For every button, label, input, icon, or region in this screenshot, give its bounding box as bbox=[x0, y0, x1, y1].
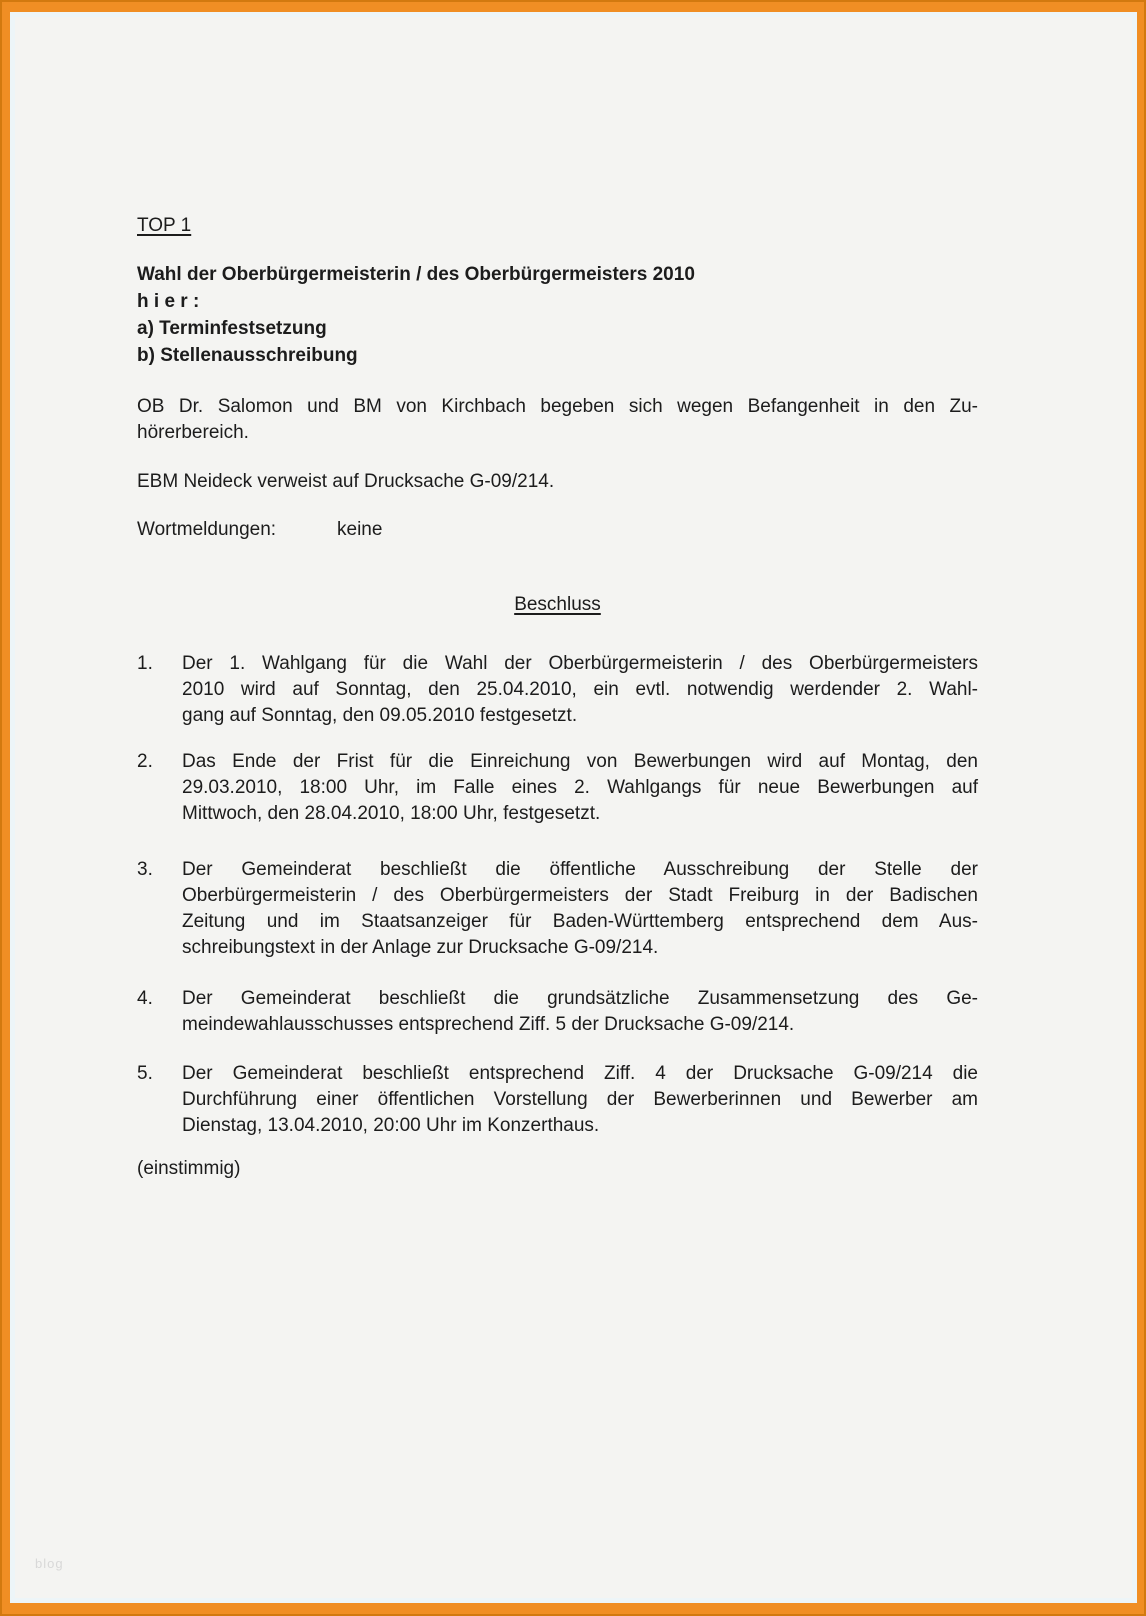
wortmeldungen-label: Wortmeldungen: bbox=[137, 519, 277, 540]
item-number: 2. bbox=[137, 751, 153, 772]
document-page bbox=[10, 12, 1137, 1603]
item-text: Der Gemeinderat beschließt entsprechend Ziff. 4 der Drucksache G-09/214 die Durchführung einer öffentlichen Vorstellung der Bewerberinnen und Bewerber am Dienstag, 13.04.2010, 20:00 Uhr im Konzerthaus. bbox=[182, 1063, 978, 1136]
beschluss-heading: Beschluss bbox=[514, 594, 601, 615]
item-text: Der Gemeinderat beschließt die grundsätzliche Zusammensetzung des Ge- meindewahlausschusses entsprechend Ziff. 5 der Drucksache G-09/214. bbox=[182, 988, 978, 1035]
beschluss-item-3 bbox=[137, 857, 978, 961]
item-text: Der Gemeinderat beschließt die öffentliche Ausschreibung der Stelle der Oberbürgermeisterin / des Oberbürgermeisters der Stadt Freiburg in der Badischen Zeitung und im Staatsanzeiger für Baden-Württemberg entsprechend dem Aus- schreibungstext in der Anlage zur Drucksache G-09/214. bbox=[182, 859, 978, 958]
beschluss-item-5 bbox=[137, 1061, 978, 1139]
beschluss-item-4 bbox=[137, 986, 978, 1038]
item-number: 3. bbox=[137, 859, 153, 880]
agenda-item-label: TOP 1 bbox=[137, 215, 192, 236]
document-body bbox=[137, 213, 978, 1182]
document-title: Wahl der Oberbürgermeisterin / des Oberbürgermeisters 2010 h i e r : a) Terminfestsetzung b) Stellenausschreibung bbox=[137, 264, 695, 366]
item-number: 1. bbox=[137, 653, 153, 674]
item-text: Der 1. Wahlgang für die Wahl der Oberbürgermeisterin / des Oberbürgermeisters 2010 wird auf Sonntag, den 25.04.2010, ein evtl. notwendig werdender 2. Wahl- gang auf Sonntag, den 09.05.2010 festgesetzt. bbox=[182, 653, 978, 726]
item-number: 5. bbox=[137, 1063, 153, 1084]
vote-result: (einstimmig) bbox=[137, 1158, 241, 1179]
item-text: Das Ende der Frist für die Einreichung von Bewerbungen wird auf Montag, den 29.03.2010, 18:00 Uhr, im Falle eines 2. Wahlgangs für neue Bewerbungen auf Mittwoch, den 28.04.2010, 18:00 Uhr, festgesetzt. bbox=[182, 751, 978, 824]
beschluss-item-1 bbox=[137, 651, 978, 729]
item-number: 4. bbox=[137, 988, 153, 1009]
paragraph-befangenheit: OB Dr. Salomon und BM von Kirchbach begeben sich wegen Befangenheit in den Zu- hörerbereich. bbox=[137, 396, 978, 443]
wortmeldungen-row bbox=[137, 517, 978, 543]
wortmeldungen-value: keine bbox=[337, 519, 383, 540]
paragraph-ebm-neideck: EBM Neideck verweist auf Drucksache G-09/214. bbox=[137, 471, 555, 492]
watermark-text: blog bbox=[35, 1556, 64, 1571]
beschluss-item-2 bbox=[137, 749, 978, 827]
